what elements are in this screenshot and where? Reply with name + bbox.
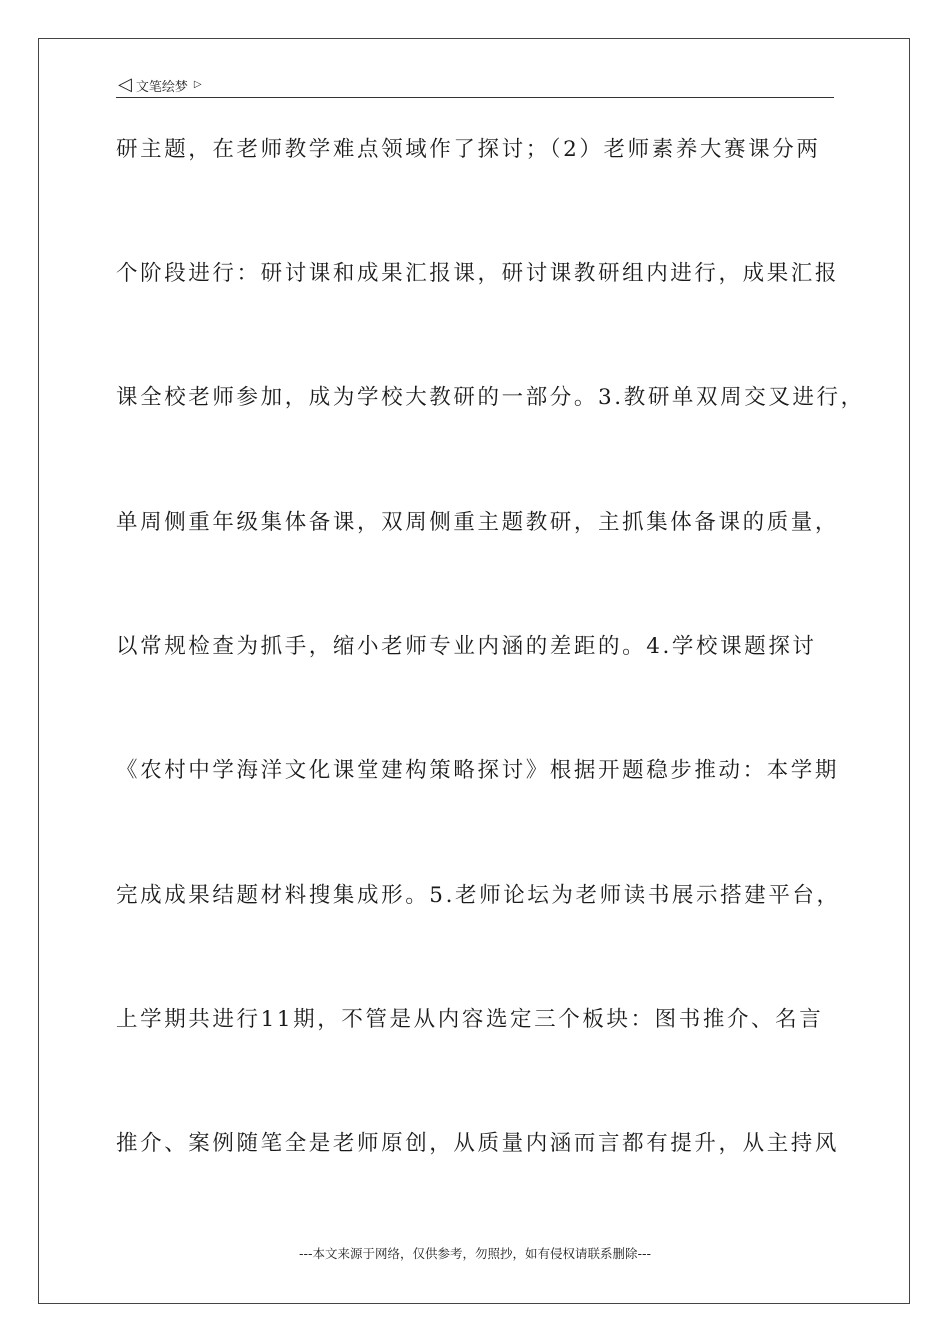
header-title: 文笔绘梦 (135, 79, 188, 95)
body-line: 个阶段进行：研讨课和成果汇报课，研讨课教研组内进行，成果汇报 (116, 261, 840, 286)
footer-disclaimer: ---本文来源于网络，仅供参考，勿照抄，如有侵权请联系删除--- (298, 1246, 652, 1261)
body-line: 单周侧重年级集体备课，双周侧重主题教研，主抓集体备课的质量， (116, 510, 840, 535)
body-line: 《农村中学海洋文化课堂建构策略探讨》根据开题稳步推动：本学期 (116, 758, 840, 783)
page-border (38, 38, 910, 1304)
body-line: 上学期共进行11期，不管是从内容选定三个板块：图书推介、名言 (116, 1007, 824, 1032)
body-line: 研主题，在老师教学难点领域作了探讨；（2）老师素养大赛课分两 (116, 137, 821, 162)
header-divider (116, 97, 834, 98)
body-line: 推介、案例随笔全是老师原创，从质量内涵而言都有提升，从主持风 (116, 1131, 840, 1156)
left-triangle-icon: ◁ (118, 74, 132, 95)
body-line: 以常规检查为抓手，缩小老师专业内涵的差距的。4.学校课题探讨 (116, 634, 817, 659)
body-line: 完成成果结题材料搜集成形。5.老师论坛为老师读书展示搭建平台， (116, 883, 841, 908)
right-triangle-icon: ▷ (193, 79, 202, 90)
page-header (118, 74, 202, 96)
body-line: 课全校老师参加，成为学校大教研的一部分。3.教研单双周交叉进行， (116, 385, 865, 410)
